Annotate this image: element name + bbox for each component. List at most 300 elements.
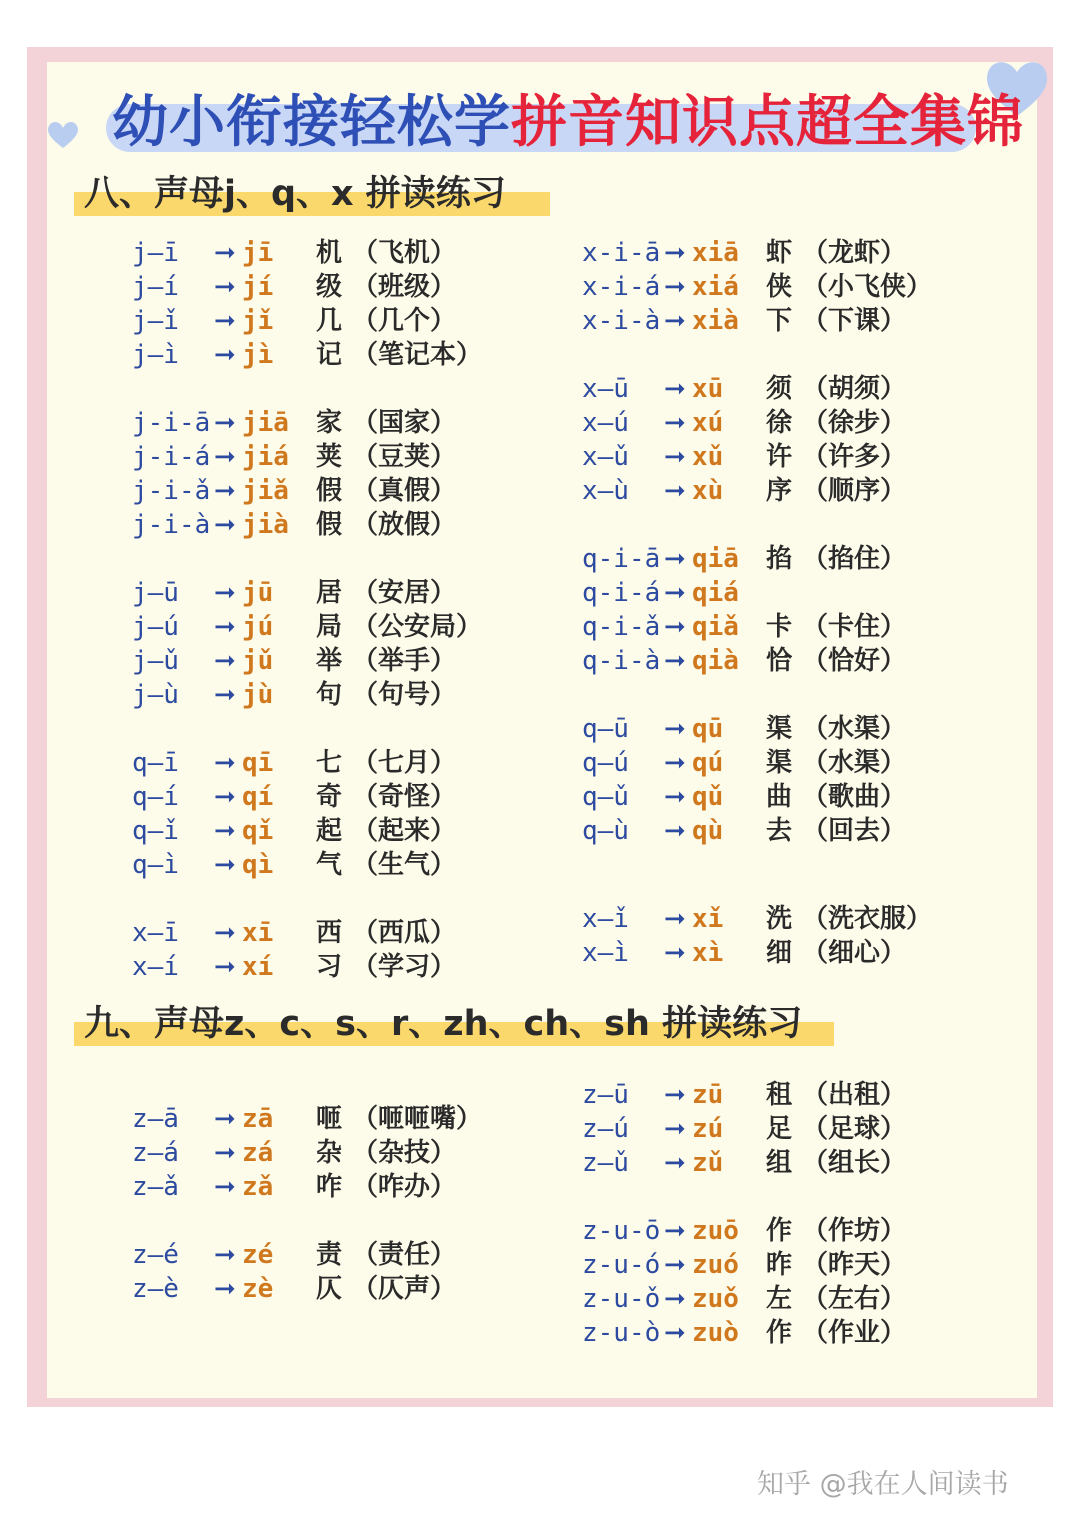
pinyin-result: qiá [692,578,739,608]
pinyin-parts: q—ī [132,748,179,778]
pinyin-parts: j-i-ǎ [132,476,211,506]
pinyin-parts: x—ú [582,408,629,438]
row-gap [132,712,482,746]
hanzi-char: 渠 [766,748,793,778]
pinyin-parts: x—ī [132,918,179,948]
arrow-icon: ➞ [214,850,236,880]
arrow-icon: ➞ [214,1138,236,1168]
row-gap [132,372,482,406]
example-word: （七月） [352,748,457,778]
pinyin-parts: j-i-ā [132,408,211,438]
pinyin-result: jú [242,612,274,642]
pinyin-result: qǔ [692,782,724,812]
pinyin-row [132,644,482,678]
pinyin-row [582,542,932,576]
example-word: （放假） [352,510,457,540]
arrow-icon: ➞ [664,748,686,778]
hanzi-char: 作 [766,1216,793,1246]
pinyin-result: zā [242,1104,274,1134]
pinyin-row [582,440,932,474]
pinyin-result: qià [692,646,739,676]
pinyin-result: zǎ [242,1172,274,1202]
arrow-icon: ➞ [664,714,686,744]
hanzi-char: 虾 [766,238,793,268]
pinyin-parts: x—í [132,952,179,982]
example-word: （掐住） [802,544,907,574]
pinyin-parts: x—ì [582,938,629,968]
pinyin-result: qú [692,748,724,778]
hanzi-char: 须 [766,374,793,404]
example-word: （仄声） [352,1274,457,1304]
pinyin-result: qiā [692,544,739,574]
pinyin-result: xī [242,918,274,948]
title-part-2: 拼音知识点超全集锦 [511,90,1024,155]
pinyin-parts: j—ū [132,578,179,608]
arrow-icon: ➞ [214,1172,236,1202]
pinyin-result: jū [242,578,274,608]
example-word: （西瓜） [352,918,457,948]
arrow-icon: ➞ [214,272,236,302]
pinyin-row [582,644,932,678]
example-word: （几个） [352,306,457,336]
row-gap [132,882,482,916]
pinyin-result: qù [692,816,724,846]
hanzi-char: 假 [316,476,343,506]
hanzi-char: 序 [766,476,793,506]
arrow-icon: ➞ [664,938,686,968]
arrow-icon: ➞ [214,476,236,506]
example-word: （胡须） [802,374,907,404]
pinyin-result: xū [692,374,724,404]
arrow-icon: ➞ [664,1148,686,1178]
pinyin-row [582,304,932,338]
hanzi-char: 洗 [766,904,793,934]
pinyin-parts: j—ì [132,340,179,370]
pinyin-parts: q-i-ǎ [582,612,661,642]
hanzi-char: 家 [316,408,343,438]
hanzi-char: 气 [316,850,343,880]
pinyin-row [132,1272,482,1306]
pinyin-row [582,814,932,848]
example-word: （豆荚） [352,442,457,472]
pinyin-result: xǐ [692,904,724,934]
pinyin-parts: x—ù [582,476,629,506]
hanzi-char: 租 [766,1080,793,1110]
pinyin-row [132,610,482,644]
example-word: （真假） [352,476,457,506]
arrow-icon: ➞ [214,238,236,268]
pinyin-parts: z-u-ó [582,1250,661,1280]
pinyin-result: zuō [692,1216,739,1246]
example-word: （公安局） [352,612,483,642]
pinyin-row [132,1238,482,1272]
pinyin-row [132,338,482,372]
pinyin-row [132,678,482,712]
example-word: （左右） [802,1284,907,1314]
example-word: （洗衣服） [802,904,933,934]
hanzi-char: 机 [316,238,343,268]
pinyin-parts: z-u-ǒ [582,1284,661,1314]
hanzi-char: 渠 [766,714,793,744]
example-word: （安居） [352,578,457,608]
pinyin-row [132,950,482,984]
pinyin-result: jù [242,680,274,710]
example-word: （细心） [802,938,907,968]
example-word: （咋办） [352,1172,457,1202]
pinyin-parts: z—ú [582,1114,629,1144]
arrow-icon: ➞ [664,476,686,506]
section-8-right-list [582,236,932,848]
example-word: （小飞侠） [802,272,933,302]
arrow-icon: ➞ [214,952,236,982]
arrow-icon: ➞ [214,578,236,608]
pinyin-parts: z—é [132,1240,179,1270]
hanzi-char: 仄 [316,1274,343,1304]
pinyin-row [582,1078,906,1112]
pinyin-parts: z-u-ò [582,1318,661,1348]
example-word: （班级） [352,272,457,302]
arrow-icon: ➞ [214,306,236,336]
hanzi-char: 几 [316,306,343,336]
pinyin-row [582,936,932,970]
pinyin-parts: q-i-ā [582,544,661,574]
pinyin-parts: j—ù [132,680,179,710]
pinyin-parts: j—ī [132,238,179,268]
pinyin-parts: z—á [132,1138,179,1168]
watermark-footer: 知乎 @我在人间读书 [757,1469,1009,1500]
arrow-icon: ➞ [214,748,236,778]
pinyin-row [582,610,932,644]
pinyin-parts: z—ǎ [132,1172,179,1202]
example-word: （学习） [352,952,457,982]
example-word: （下课） [802,306,907,336]
pinyin-row [132,814,482,848]
hanzi-char: 责 [316,1240,343,1270]
pinyin-result: xú [692,408,724,438]
pinyin-row [582,1316,906,1350]
hanzi-char: 咋 [316,1172,343,1202]
pinyin-result: xiā [692,238,739,268]
hanzi-char: 足 [766,1114,793,1144]
pinyin-result: zú [692,1114,724,1144]
hanzi-char: 西 [316,918,343,948]
arrow-icon: ➞ [664,1250,686,1280]
arrow-icon: ➞ [664,578,686,608]
pinyin-row [132,916,482,950]
arrow-icon: ➞ [214,340,236,370]
pinyin-result: xí [242,952,274,982]
arrow-icon: ➞ [214,918,236,948]
pinyin-parts: q-i-á [582,578,661,608]
row-gap [582,338,932,372]
pinyin-row [132,746,482,780]
pinyin-row [132,474,482,508]
pinyin-row [132,508,482,542]
example-word: （龙虾） [802,238,907,268]
pinyin-parts: j-i-á [132,442,211,472]
hanzi-char: 卡 [766,612,793,642]
row-gap [132,1204,482,1238]
pinyin-parts: x-i-á [582,272,661,302]
pinyin-row [132,406,482,440]
pinyin-result: qǐ [242,816,274,846]
arrow-icon: ➞ [664,816,686,846]
pinyin-result: jǐ [242,306,274,336]
pinyin-result: xì [692,938,724,968]
pinyin-row [582,236,932,270]
pinyin-parts: q—ú [582,748,629,778]
pinyin-row [582,474,932,508]
pinyin-row [582,746,932,780]
hanzi-char: 曲 [766,782,793,812]
arrow-icon: ➞ [214,816,236,846]
pinyin-row [582,712,932,746]
pinyin-parts: j—ú [132,612,179,642]
pinyin-result: jià [242,510,289,540]
pinyin-parts: z—ǔ [582,1148,629,1178]
hanzi-char: 居 [316,578,343,608]
title-part-1: 幼小衔接轻松学 [112,90,511,155]
pinyin-result: jiā [242,408,289,438]
pinyin-parts: q—ù [582,816,629,846]
pinyin-result: jiǎ [242,476,289,506]
pinyin-row [582,1282,906,1316]
example-word: （举手） [352,646,457,676]
hanzi-char: 荚 [316,442,343,472]
example-word: （水渠） [802,748,907,778]
pinyin-result: qī [242,748,274,778]
pinyin-parts: j—í [132,272,179,302]
pinyin-parts: x-i-ā [582,238,661,268]
arrow-icon: ➞ [664,904,686,934]
section-9-right-list [582,1078,906,1350]
hanzi-char: 奇 [316,782,343,812]
pinyin-result: qì [242,850,274,880]
hanzi-char: 七 [316,748,343,778]
example-word: （杂技） [352,1138,457,1168]
pinyin-result: jí [242,272,274,302]
hanzi-char: 左 [766,1284,793,1314]
example-word: （作坊） [802,1216,907,1246]
pinyin-parts: z-u-ō [582,1216,661,1246]
pinyin-row [582,1248,906,1282]
pinyin-result: zuó [692,1250,739,1280]
arrow-icon: ➞ [664,374,686,404]
arrow-icon: ➞ [214,782,236,812]
pinyin-result: zé [242,1240,274,1270]
hanzi-char: 作 [766,1318,793,1348]
hanzi-char: 咂 [316,1104,343,1134]
hanzi-char: 去 [766,816,793,846]
pinyin-result: jiá [242,442,289,472]
pinyin-result: jī [242,238,274,268]
example-word: （水渠） [802,714,907,744]
hanzi-char: 许 [766,442,793,472]
arrow-icon: ➞ [664,1080,686,1110]
pinyin-row [132,270,482,304]
example-word: （奇怪） [352,782,457,812]
example-word: （笔记本） [352,340,483,370]
arrow-icon: ➞ [664,272,686,302]
example-word: （顺序） [802,476,907,506]
pinyin-row [582,902,932,936]
arrow-icon: ➞ [664,646,686,676]
pinyin-result: zè [242,1274,274,1304]
pinyin-row [132,848,482,882]
arrow-icon: ➞ [214,1240,236,1270]
pinyin-result: zuò [692,1318,739,1348]
pinyin-parts: x—ǐ [582,904,629,934]
hanzi-char: 杂 [316,1138,343,1168]
hanzi-char: 细 [766,938,793,968]
row-gap [132,542,482,576]
example-word: （恰好） [802,646,907,676]
pinyin-row [582,1146,906,1180]
pinyin-result: zuǒ [692,1284,739,1314]
example-word: （国家） [352,408,457,438]
pinyin-row [582,270,932,304]
pinyin-result: xiá [692,272,739,302]
pinyin-row [582,780,932,814]
hanzi-char: 起 [316,816,343,846]
example-word: （卡住） [802,612,907,642]
pinyin-parts: q—í [132,782,179,812]
pinyin-result: qí [242,782,274,812]
arrow-icon: ➞ [214,680,236,710]
hanzi-char: 假 [316,510,343,540]
hanzi-char: 句 [316,680,343,710]
pinyin-result: qū [692,714,724,744]
pinyin-row [132,236,482,270]
example-word: （咂咂嘴） [352,1104,483,1134]
pinyin-result: jǔ [242,646,274,676]
pinyin-row [582,406,932,440]
row-gap [582,1180,906,1214]
arrow-icon: ➞ [214,1274,236,1304]
section-8-right-tail-list [582,902,932,970]
example-word: （作业） [802,1318,907,1348]
row-gap [582,508,932,542]
pinyin-parts: x—ū [582,374,629,404]
arrow-icon: ➞ [664,1318,686,1348]
pinyin-result: xù [692,476,724,506]
example-word: （歌曲） [802,782,907,812]
pinyin-parts: z—ā [132,1104,179,1134]
pinyin-row [582,1112,906,1146]
example-word: （句号） [352,680,457,710]
arrow-icon: ➞ [664,544,686,574]
pinyin-row [132,1102,482,1136]
pinyin-parts: q-i-à [582,646,661,676]
heart-icon-left [46,120,80,150]
hanzi-char: 记 [316,340,343,370]
arrow-icon: ➞ [664,1114,686,1144]
pinyin-row [132,304,482,338]
pinyin-parts: x-i-à [582,306,661,336]
hanzi-char: 恰 [766,646,793,676]
arrow-icon: ➞ [214,442,236,472]
pinyin-parts: z—è [132,1274,179,1304]
pinyin-row [132,440,482,474]
arrow-icon: ➞ [664,1284,686,1314]
pinyin-result: qiǎ [692,612,739,642]
arrow-icon: ➞ [214,408,236,438]
pinyin-result: zá [242,1138,274,1168]
pinyin-parts: q—ǐ [132,816,179,846]
arrow-icon: ➞ [214,1104,236,1134]
pinyin-row [132,1136,482,1170]
arrow-icon: ➞ [664,782,686,812]
pinyin-row [582,576,932,610]
pinyin-parts: x—ǔ [582,442,629,472]
arrow-icon: ➞ [214,510,236,540]
pinyin-row [582,1214,906,1248]
pinyin-result: xǔ [692,442,724,472]
example-word: （生气） [352,850,457,880]
pinyin-parts: q—ì [132,850,179,880]
pinyin-result: zū [692,1080,724,1110]
example-word: （责任） [352,1240,457,1270]
example-word: （昨天） [802,1250,907,1280]
pinyin-row [132,576,482,610]
pinyin-row [132,1170,482,1204]
arrow-icon: ➞ [664,442,686,472]
page-title [112,86,1024,160]
hanzi-char: 徐 [766,408,793,438]
pinyin-parts: q—ǔ [582,782,629,812]
arrow-icon: ➞ [664,238,686,268]
example-word: （出租） [802,1080,907,1110]
pinyin-parts: j—ǔ [132,646,179,676]
hanzi-char: 昨 [766,1250,793,1280]
example-word: （飞机） [352,238,457,268]
section-9-title: 九、声母z、c、s、r、zh、ch、sh 拼读练习 [84,1004,803,1044]
row-gap [582,678,932,712]
section-8-title: 八、声母j、q、x 拼读练习 [84,174,506,214]
pinyin-parts: j-i-à [132,510,211,540]
pinyin-parts: q—ū [582,714,629,744]
arrow-icon: ➞ [214,646,236,676]
hanzi-char: 习 [316,952,343,982]
example-word: （起来） [352,816,457,846]
pinyin-row [582,372,932,406]
hanzi-char: 举 [316,646,343,676]
example-word: （足球） [802,1114,907,1144]
hanzi-char: 侠 [766,272,793,302]
section-9-left-list [132,1102,482,1306]
arrow-icon: ➞ [664,408,686,438]
example-word: （组长） [802,1148,907,1178]
arrow-icon: ➞ [664,612,686,642]
pinyin-result: jì [242,340,274,370]
arrow-icon: ➞ [664,306,686,336]
hanzi-char: 局 [316,612,343,642]
hanzi-char: 组 [766,1148,793,1178]
section-8-left-list [132,236,482,984]
hanzi-char: 下 [766,306,793,336]
example-word: （回去） [802,816,907,846]
pinyin-result: zǔ [692,1148,724,1178]
arrow-icon: ➞ [664,1216,686,1246]
pinyin-parts: z—ū [582,1080,629,1110]
hanzi-char: 掐 [766,544,793,574]
hanzi-char: 级 [316,272,343,302]
pinyin-result: xià [692,306,739,336]
example-word: （徐步） [802,408,907,438]
pinyin-parts: j—ǐ [132,306,179,336]
example-word: （许多） [802,442,907,472]
arrow-icon: ➞ [214,612,236,642]
